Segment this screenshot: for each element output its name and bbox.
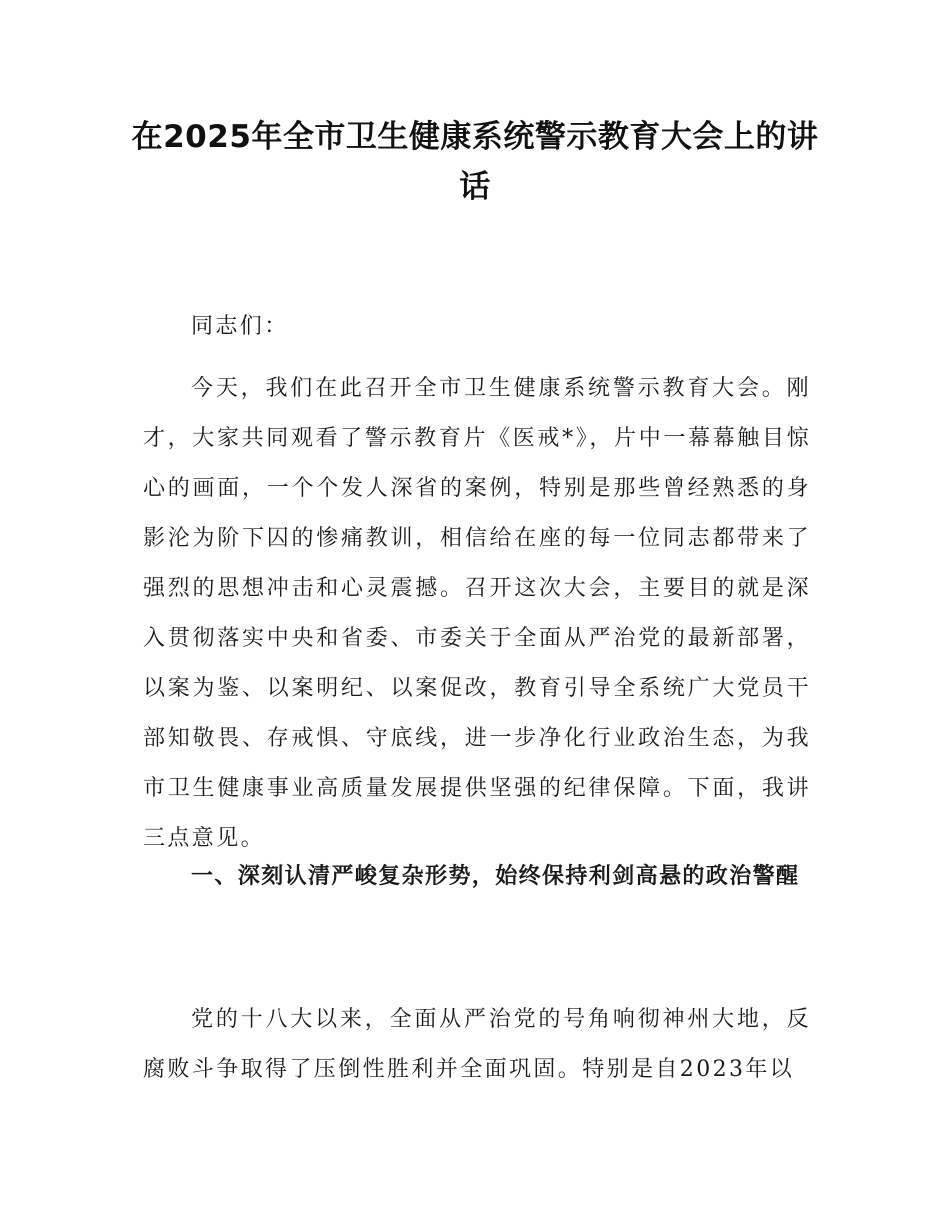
document-title: 在2025年全市卫生健康系统警示教育大会上的讲话 xyxy=(131,119,819,205)
paragraph-section-1: 党的十八大以来，全面从严治党的号角响彻神州大地，反腐败斗争取得了压倒性胜利并全面巩固。特别是自2023年以 xyxy=(143,1007,811,1082)
section-heading: 一、深刻认清严峻复杂形势，始终保持利剑高悬的政治警醒 xyxy=(191,864,800,889)
salutation: 同志们： xyxy=(191,314,289,339)
paragraph-intro: 今天，我们在此召开全市卫生健康系统警示教育大会。刚才，大家共同观看了警示教育片《医戒*》，片中一幕幕触目惊心的画面，一个个发人深省的案例，特别是那些曾经熟悉的身影沦为阶下囚的惨痛教训，相信给在座的每一位同志都带来了强烈的思想冲击和心灵震撼。召开这次大会，主要目的就是深入贯彻落实中央和省委、市委关于全面从严治党的最新部署，以案为鉴、以案明纪、以案促改，教育引导全系统广大党员干部知敬畏、存戒惧、守底线，进一步净化行业政治生态，为我市卫生健康事业高质量发展提供坚强的纪律保障。下面，我讲三点意见。 xyxy=(143,376,811,851)
